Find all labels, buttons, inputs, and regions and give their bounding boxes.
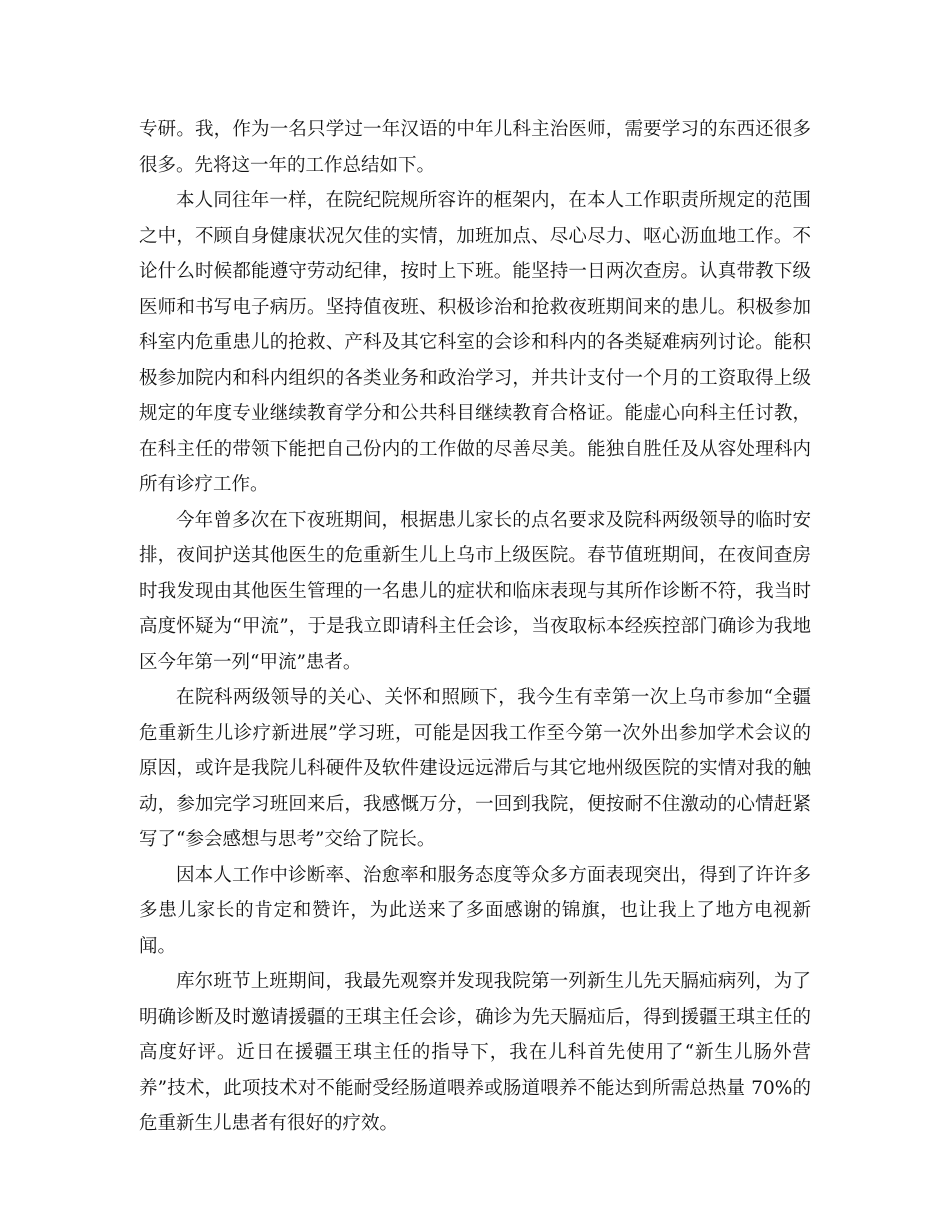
document-body: [139, 112, 811, 1142]
paragraph-night-shift: 今年曾多次在下夜班期间，根据患儿家长的点名要求及院科两级领导的临时安排，夜间护送其他医生的危重新生儿上乌市上级医院。春节值班期间，在夜间查房时我发现由其他医生管理的一名患儿的症状和临床表现与其所作诊断不符，我当时高度怀疑为“甲流”，于是我立即请科主任会诊，当夜取标本经疾控部门确诊为我地区今年第一列“甲流”患者。: [139, 509, 811, 673]
paragraph-recognition: 因本人工作中诊断率、治愈率和服务态度等众多方面表现突出，得到了许许多多患儿家长的肯定和赞许，为此送来了多面感谢的锦旗，也让我上了地方电视新闻。: [139, 864, 811, 957]
paragraph-continuation: 专研。我，作为一名只学过一年汉语的中年儿科主治医师，需要学习的东西还很多很多。先将这一年的工作总结如下。: [139, 119, 811, 176]
paragraph-work-duties: 本人同往年一样，在院纪院规所容许的框架内，在本人工作职责所规定的范围之中，不顾自身健康状况欠佳的实情，加班加点、尽心尽力、呕心沥血地工作。不论什么时候都能遵守劳动纪律，按时上下班。能坚持一日两次查房。认真带教下级医师和书写电子病历。坚持值夜班、积极诊治和抢救夜班期间来的患儿。积极参加科室内危重患儿的抢救、产科及其它科室的会诊和科内的各类疑难病列讨论。能积极参加院内和科内组织的各类业务和政治学习，并共计支付一个月的工资取得上级规定的年度专业继续教育学分和公共科目继续教育合格证。能虚心向科主任讨教，在科主任的带领下能把自己份内的工作做的尽善尽美。能独自胜任及从容处理科内所有诊疗工作。: [139, 190, 811, 495]
paragraph-training-course: 在院科两级领导的关心、关怀和照顾下，我今生有幸第一次上乌市参加“全疆危重新生儿诊疗新进展”学习班，可能是因我工作至今第一次外出参加学术会议的原因，或许是我院儿科硬件及软件建设远远滞后与其它地州级医院的实情对我的触动，参加完学习班回来后，我感慨万分，一回到我院，便按耐不住激动的心情赶紧写了“参会感想与思考”交给了院长。: [139, 687, 811, 850]
paragraph-new-technique: 库尔班节上班期间，我最先观察并发现我院第一列新生儿先天膈疝病列，为了明确诊断及时邀请援疆的王琪主任会诊，确诊为先天膈疝后，得到援疆王琪主任的高度好评。近日在援疆王琪主任的指导下，我在儿科首先使用了“新生儿肠外营养”技术，此项技术对不能耐受经肠道喂养或肠道喂养不能达到所需总热量 70%的危重新生儿患者有很好的疗效。: [139, 971, 811, 1134]
